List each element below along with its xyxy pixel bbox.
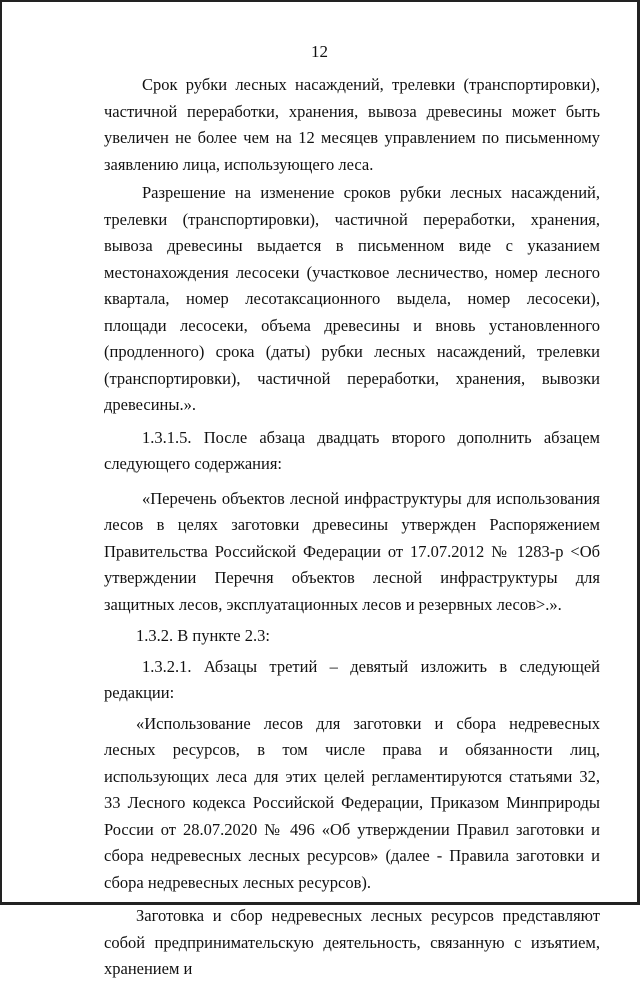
paragraph-permission: Разрешение на изменение сроков рубки лесных насаждений, трелевки (транспортировки), частичной переработки, хранения, вывоза древесины выдается в письменном виде с указанием местонахождения лесосеки (участковое лесничество, номер лесного квартала, номер лесотаксационного выдела, номер лесосеки), площади лесосеки, объема древесины и вновь установленного (продленного) срока (даты) рубки лесных насаждений, трелевки (транспортировки), частичной переработки, хранения, вывозки древесины.». (104, 183, 600, 414)
page-number: 12 (311, 42, 328, 61)
paragraph-1-3-2-1: 1.3.2.1. Абзацы третий – девятый изложить в следующей редакции: (104, 656, 600, 702)
paragraph-1-3-2: 1.3.2. В пункте 2.3: (136, 626, 270, 645)
paragraph-non-timber-harvesting: Заготовка и сбор недревесных лесных ресурсов представляют собой предпринимательскую деятельность, связанную с изъятием, хранением и (104, 906, 600, 978)
paragraph-infrastructure-list: «Перечень объектов лесной инфраструктуры для использования лесов в целях заготовки древесины утвержден Распоряжением Правительства Российской Федерации от 17.07.2012 № 1283-р <Об утверждении Перечня объектов лесной инфраструктуры для защитных лесов, эксплуатационных лесов и резервных лесов>.». (104, 488, 600, 614)
paragraph-1-3-1-5: 1.3.1.5. После абзаца двадцать второго дополнить абзацем следующего содержания: (104, 427, 600, 473)
document-body (104, 72, 600, 983)
paragraph-non-timber-usage: «Использование лесов для заготовки и сбора недревесных лесных ресурсов, в том числе права и обязанности лиц, использующих леса для этих целей регламентируются статьями 32, 33 Лесного кодекса Российской Федерации, Приказом Минприроды России от 28.07.2020 № 496 «Об утверждении Правил заготовки и сбора недревесных лесных ресурсов» (далее - Правила заготовки и сбора недревесных лесных ресурсов). (104, 713, 600, 892)
paragraph-felling-period: Срок рубки лесных насаждений, трелевки (транспортировки), частичной переработки, хранения, вывоза древесины может быть увеличен не более чем на 12 месяцев управлением по письменному заявлению лица, использующего леса. (104, 75, 600, 174)
